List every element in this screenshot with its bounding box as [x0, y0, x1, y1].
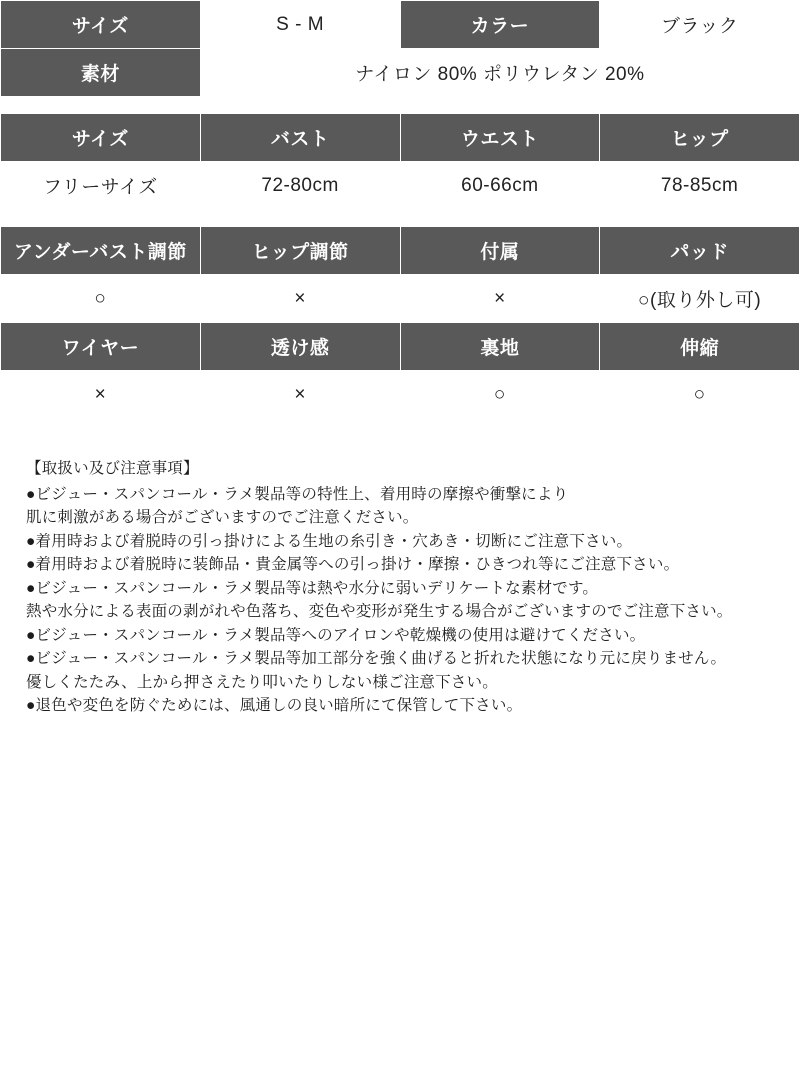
table-value-cell: 72-80cm [200, 162, 400, 210]
table-row [1, 49, 800, 97]
table-header-cell: パッド [600, 227, 800, 275]
table-value-cell: × [400, 275, 600, 323]
table-row [1, 162, 800, 210]
table-header-cell: ワイヤー [1, 323, 201, 371]
table-row [1, 275, 800, 323]
care-note-line: ●着用時および着脱時に装飾品・貴金属等への引っ掛け・摩擦・ひきつれ等にご注意下さい。 [26, 556, 680, 574]
table-value-cell: × [200, 371, 400, 419]
feature-table [0, 226, 800, 419]
table-header-cell: サイズ [1, 1, 201, 49]
table-header-cell: 透け感 [200, 323, 400, 371]
table-header-cell: 付属 [400, 227, 600, 275]
table-value-cell: ○(取り外し可) [600, 275, 800, 323]
table-row [1, 1, 800, 49]
care-note-line: 優しくたたみ、上から押さえたり叩いたりしない様ご注意下さい。 [26, 673, 498, 691]
care-note-line: ●着用時および着脱時の引っ掛けによる生地の糸引き・穴あき・切断にご注意下さい。 [26, 532, 633, 550]
table-value-cell: 60-66cm [400, 162, 600, 210]
table-header-cell: 裏地 [400, 323, 600, 371]
table-value-cell: ○ [400, 371, 600, 419]
table-header-cell: サイズ [1, 114, 201, 162]
table-header-cell: 伸縮 [600, 323, 800, 371]
table-value-cell: 78-85cm [600, 162, 800, 210]
table-header-cell: バスト [200, 114, 400, 162]
care-note-line: ●退色や変色を防ぐためには、風通しの良い暗所にて保管して下さい。 [26, 697, 523, 715]
care-note-line: 熱や水分による表面の剥がれや色落ち、変色や変形が発生する場合がございますのでご注意下さい。 [26, 603, 733, 621]
table-value-cell: × [1, 371, 201, 419]
table-value-cell: S - M [200, 1, 400, 49]
table-header-cell: ヒップ [600, 114, 800, 162]
table-value-cell: ○ [600, 371, 800, 419]
measurement-table [0, 113, 800, 210]
table-value-cell: ナイロン 80% ポリウレタン 20% [200, 49, 799, 97]
table-row [1, 323, 800, 371]
care-note-line: ●ビジュー・スパンコール・ラメ製品等加工部分を強く曲げると折れた状態になり元に戻りません。 [26, 650, 727, 668]
table-header-cell: カラー [400, 1, 600, 49]
care-note-line: ●ビジュー・スパンコール・ラメ製品等へのアイロンや乾燥機の使用は避けてください。 [26, 626, 646, 644]
table-header-cell: ヒップ調節 [200, 227, 400, 275]
table-row [1, 371, 800, 419]
care-note-line: ●ビジュー・スパンコール・ラメ製品等は熱や水分に弱いデリケートな素材です。 [26, 579, 599, 597]
table-value-cell: ブラック [600, 1, 800, 49]
care-note-line: ●ビジュー・スパンコール・ラメ製品等の特性上、着用時の摩擦や衝撃により [26, 485, 569, 503]
table-value-cell: フリーサイズ [1, 162, 201, 210]
care-notes [26, 457, 800, 718]
table-gap-1 [0, 97, 800, 113]
basic-spec-table [0, 0, 800, 97]
table-row [1, 114, 800, 162]
table-gap-2 [0, 210, 800, 226]
table-value-cell: ○ [1, 275, 201, 323]
table-row [1, 227, 800, 275]
table-header-cell: アンダーバスト調節 [1, 227, 201, 275]
care-notes-body [26, 483, 800, 718]
table-value-cell: × [200, 275, 400, 323]
table-header-cell: ウエスト [400, 114, 600, 162]
care-notes-title: 【取扱い及び注意事項】 [26, 460, 199, 477]
table-header-cell: 素材 [1, 49, 201, 97]
care-note-line: 肌に刺激がある場合がございますのでご注意ください。 [26, 509, 419, 527]
